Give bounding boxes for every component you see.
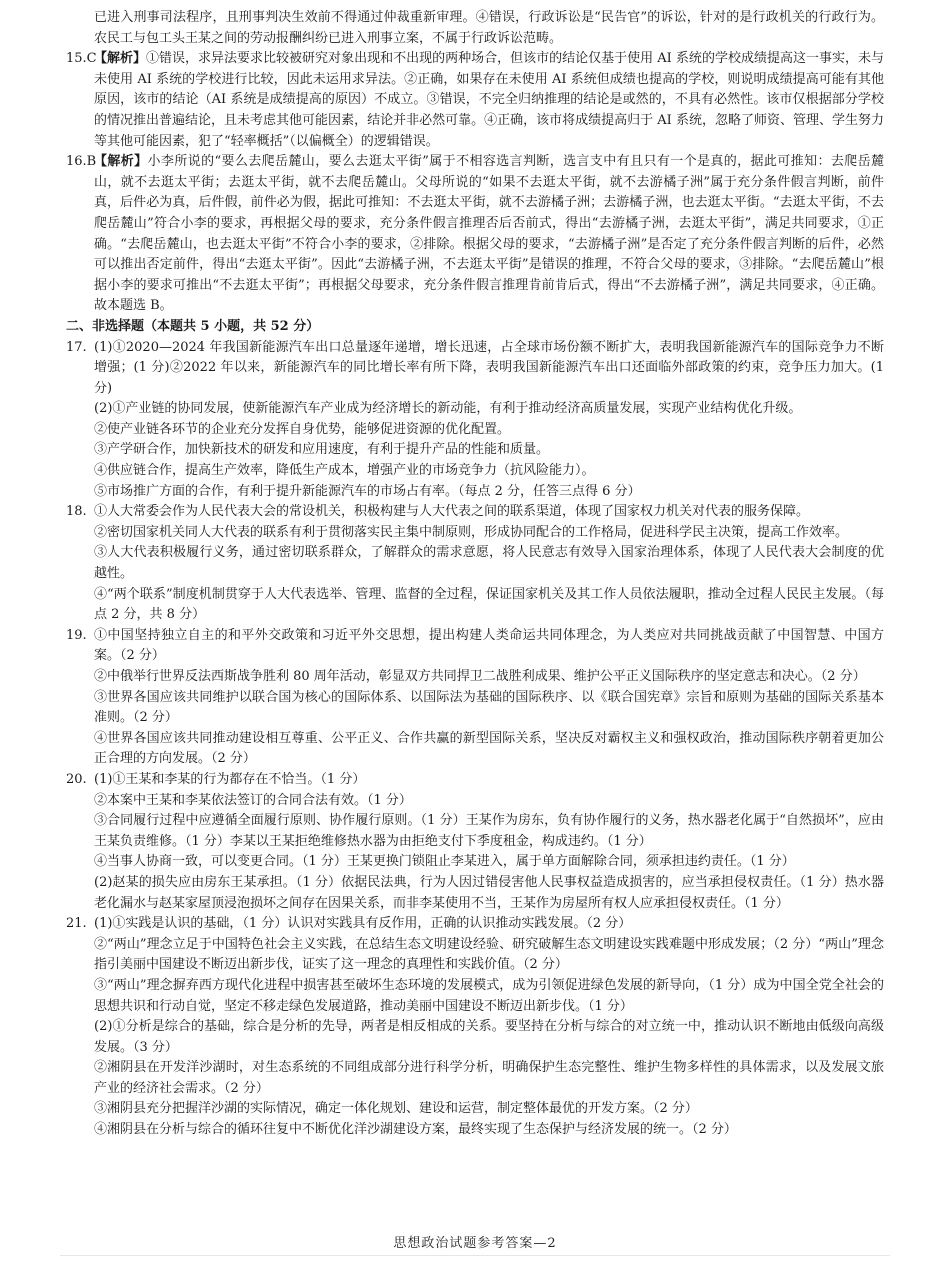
answer-paragraph: ③人大代表积极履行义务，通过密切联系群众，了解群众的需求意愿，将人民意志有效导入国家治理体系，体现了人民代表大会制度的优越性。 xyxy=(94,545,884,582)
page-footer: 思想政治试题参考答案—2 xyxy=(393,1236,557,1251)
answer-paragraph: (2)赵某的损失应由房东王某承担。（1 分）依据民法典，行为人因过错侵害他人民事权益造成损害的，应当承担侵权责任。（1 分）热水器老化漏水与赵某家屋顶浸泡损坏之间存在因果关系，而非李某使用不当，王某作为房屋所有权人应承担侵权责任。（1 分） xyxy=(94,874,884,911)
analysis-text: 小李所说的“要么去爬岳麓山，要么去逛太平街”属于不相容选言判断，选言支中有且只有一个是真的，据此可推知：去爬岳麓山，就不去逛太平街；去逛太平街，就不去爬岳麓山。父母所说的“如果不去逛太平街，就不去游橘子洲”属于充分条件假言判断，前件真，后件必为真，后件假，前件必为假，据此可推知：不去逛太平街，就不去游橘子洲；去游橘子洲，也去逛太平街。“去逛太平街，不去爬岳麓山”符合小李的要求，再根据父母的要求，充分条件假言推理否后否前式，得出“去游橘子洲，去逛太平街”，满足共同要求，①正确。“去爬岳麓山，也去逛太平街”不符合小李的要求，②排除。根据父母的要求，“去游橘子洲”是否定了充分条件假言判断的后件，必然可以推出否定前件，得出“去逛太平街”。因此“去游橘子洲，不去逛太平街”是错误的推理，不符合父母的要求，③排除。“去爬岳麓山”根据小李的要求可推出“不去逛太平街”；再根据父母要求，充分条件假言推理肯前肯后式，得出“不去游橘子洲”，满足共同要求，④正确。故本题选 B。 xyxy=(94,154,884,314)
answer-paragraph: ④湘阴县在分析与综合的循环往复中不断优化洋沙湖建设方案，最终实现了生态保护与经济发展的统一。（2 分） xyxy=(94,1122,737,1138)
answer-17 xyxy=(66,338,884,503)
answer-paragraph: ④供应链合作，提高生产效率，降低生产成本，增强产业的市场竞争力（抗风险能力）。 xyxy=(94,463,595,479)
answer-paragraph: ②中俄举行世界反法西斯战争胜利 80 周年活动，彰显双方共同捍卫二战胜利成果、维护公平正义国际秩序的坚定意志和决心。（2 分） xyxy=(94,669,866,684)
answer-paragraph: (2)①产业链的协同发展，使新能源汽车产业成为经济增长的新动能，有利于推动经济高质量发展，实现产业结构优化升级。 xyxy=(94,401,802,417)
answer-paragraph: ⑤市场推广方面的合作，有利于提升新能源汽车的市场占有率。（每点 2 分，任答三点得 6 分） xyxy=(94,483,641,499)
answer-paragraph: (1)①2020—2024 年我国新能源汽车出口总量逐年递增，增长迅速，占全球市场份额不断扩大，表明我国新能源汽车的国际竞争力不断增强；(1 分)②2022 年以来，新能源汽车的同比增长率有所下降，表明我国新能源汽车出口还面临外部政策的约束，竞争压力加大。(1 分) xyxy=(94,339,884,396)
answer-paragraph: (1)①王某和李某的行为都存在不恰当。（1 分） xyxy=(94,771,366,787)
question-number: 18. xyxy=(66,504,87,520)
answer-paragraph: ②使产业链各环节的企业充分发挥自身优势，能够促进资源的优化配置。 xyxy=(94,421,511,437)
section-heading: 二、非选择题（本题共 5 小题，共 52 分） xyxy=(66,318,320,334)
answer-paragraph: ③产学研合作，加快新技术的研发和应用速度，有利于提升产品的性能和质量。 xyxy=(94,442,550,458)
footer-divider xyxy=(60,1255,890,1256)
question-number: 16.B xyxy=(66,154,97,170)
question-number: 21. xyxy=(66,916,87,932)
answer-paragraph: ③“两山”理念摒弃西方现代化进程中损害甚至破坏生态环境的发展模式，成为引领促进绿色发展的新导向，（1 分）成为中国全党全社会的思想共识和行动自觉，坚定不移走绿色发展道路，推动美丽中国建设不断迈出新步伐。（1 分） xyxy=(94,977,884,1014)
question-number: 15.C xyxy=(66,51,97,67)
answer-paragraph: ④世界各国应该共同推动建设相互尊重、公平正义、合作共赢的新型国际关系，坚决反对霸权主义和强权政治，推动国际秩序朝着更加公正合理的方向发展。（2 分） xyxy=(94,730,884,767)
answer-18 xyxy=(66,502,884,626)
analysis-tag: 【解析】 xyxy=(94,154,148,170)
answer-paragraph: ①中国坚持独立自主的和平外交政策和习近平外交思想，提出构建人类命运共同体理念，为人类应对共同挑战贡献了中国智慧、中国方案。（2 分） xyxy=(94,627,884,664)
answer-paragraph: ②本案中王某和李某依法签订的合同合法有效。（1 分） xyxy=(94,792,412,808)
question-number: 17. xyxy=(66,339,87,355)
answer-19 xyxy=(66,626,884,770)
analysis-tag: 【解析】 xyxy=(94,51,147,67)
answer-paragraph: ④当事人协商一致，可以变更合同。（1 分）王某更换门锁阻止李某进入，属于单方面解除合同，须承担违约责任。（1 分） xyxy=(94,854,795,870)
answer-paragraph: ②湘阴县在开发洋沙湖时，对生态系统的不同组成部分进行科学分析，明确保护生态完整性、维护生物多样性的具体需求，以及发展文旅产业的经济社会需求。（2 分） xyxy=(94,1060,884,1096)
answer-paragraph: ②密切国家机关同人大代表的联系有利于贯彻落实民主集中制原则，形成协同配合的工作格局，促进科学民主决策，提高工作效率。 xyxy=(94,524,849,540)
answer-paragraph: ①人大常委会作为人民代表大会的常设机关，积极构建与人大代表之间的联系渠道，体现了国家权力机关对代表的服务保障。 xyxy=(94,504,810,520)
answer-20 xyxy=(66,770,884,914)
answer-paragraph: (2)①分析是综合的基础，综合是分析的先导，两者是相反相成的关系。要坚持在分析与综合的对立统一中，推动认识不断地由低级向高级发展。（3 分） xyxy=(94,1019,884,1055)
answer-paragraph: ③合同履行过程中应遵循全面履行原则、协作履行原则。（1 分）王某作为房东，负有协作履行的义务，热水器老化属于“自然损坏”，应由王某负责维修。（1 分）李某以王某拒绝维修热水器为由拒绝支付下季度租金，构成违约。（1 分） xyxy=(94,813,884,849)
question-number: 20. xyxy=(66,771,87,787)
answer-paragraph: ③世界各国应该共同维护以联合国为核心的国际体系、以国际法为基础的国际秩序、以《联合国宪章》宗旨和原则为基础的国际关系基本准则。（2 分） xyxy=(94,689,884,726)
answer-paragraph: ②“两山”理念立足于中国特色社会主义实践，在总结生态文明建设经验、研究破解生态文明建设实践难题中形成发展；（2 分）“两山”理念指引美丽中国建设不断迈出新步伐，证实了这一理念的真理性和实践价值。（2 分） xyxy=(94,936,884,973)
answer-16 xyxy=(66,152,884,317)
answer-21 xyxy=(66,914,884,1141)
analysis-text: ①错误，求异法要求比较被研究对象出现和不出现的两种场合，但该市的结论仅基于使用 AI 系统的学校成绩提高这一事实，未与未使用 AI 系统的学校进行比较，因此未运用求异法。②正确，如果存在未使用 AI 系统但成绩也提高的学校，则说明成绩提高可能有其他原因，该市的结论（AI 系统是成绩提高的原因）不成立。③错误，不完全归纳推理的结论是或然的，不具有必然性。该市仅根据部分学校的情况推出普遍结论，且未考虑其他可能因素，结论并非必然可靠。④正确，该市将成绩提高归于 AI 系统，忽略了师资、管理、学生努力等其他可能因素，犯了“轻率概括”（以偏概全）的逻辑错误。 xyxy=(94,51,884,149)
answer-15 xyxy=(66,49,884,152)
answer-paragraph: ③湘阴县充分把握洋沙湖的实际情况，确定一体化规划、建设和运营，制定整体最优的开发方案。（2 分） xyxy=(94,1101,698,1117)
answer-paragraph: (1)①实践是认识的基础，（1 分）认识对实践具有反作用，正确的认识推动实践发展。（2 分） xyxy=(94,916,632,932)
carryover-paragraph: 已进入刑事司法程序，且刑事判决生效前不得通过仲裁重新审理。④错误，行政诉讼是“民告官”的诉讼，针对的是行政机关的行政行为。农民工与包工头王某之间的劳动报酬纠纷已进入刑事立案，不属于行政诉讼范畴。 xyxy=(94,10,884,46)
answer-paragraph: ④“两个联系”制度机制贯穿于人大代表选举、管理、监督的全过程，保证国家机关及其工作人员依法履职，推动全过程人民民主发展。（每点 2 分，共 8 分） xyxy=(94,586,884,623)
question-number: 19. xyxy=(66,627,87,643)
